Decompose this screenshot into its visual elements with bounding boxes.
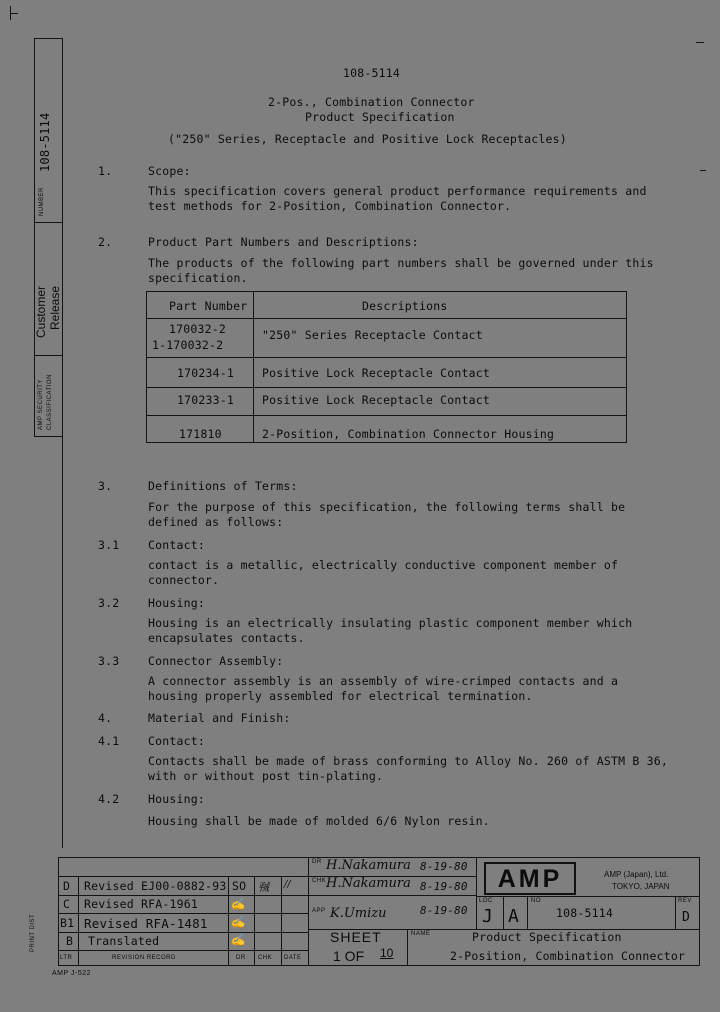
section-3-1-heading: Contact: [148, 538, 205, 552]
rev-value: D [682, 910, 691, 925]
table-cell-part: 170032-2 [169, 322, 226, 336]
margin-doc-number: 108-5114 [38, 112, 52, 172]
margin-security-1: AMP SECURITY [38, 379, 44, 430]
section-3-3-number: 3.3 [98, 654, 120, 668]
loc-a: A [508, 906, 520, 927]
table-header-part-number: Part Number [169, 299, 248, 313]
rev-text: Revised RFA-1481 [84, 916, 208, 931]
section-1-heading: Scope: [148, 164, 191, 178]
section-1-text: test methods for 2-Position, Combination Connector. [148, 199, 512, 213]
margin-security-2: CLASSIFICATION [47, 374, 53, 430]
title-line-2: Product Specification [305, 110, 455, 124]
rev-text: Translated [88, 934, 160, 948]
amp-logo-text: AMP [497, 865, 563, 893]
margin-distribution-1: Customer [34, 285, 48, 338]
section-3-1-number: 3.1 [98, 538, 120, 552]
rev-letter: B [66, 934, 74, 948]
section-4-number: 4. [98, 711, 113, 725]
signature-apr: K.Umizu [330, 906, 387, 921]
section-4-1-heading: Contact: [148, 734, 205, 748]
doc-name-line-1: Product Specification [472, 930, 622, 944]
table-cell-part: 170233-1 [177, 393, 234, 407]
no-label: NO [531, 898, 541, 904]
section-3-3-heading: Connector Assembly: [148, 654, 284, 668]
section-3-2-heading: Housing: [148, 596, 205, 610]
section-4-heading: Material and Finish: [148, 711, 291, 725]
signature-dr: H.Nakamura [326, 858, 411, 873]
section-1-number: 1. [98, 164, 113, 178]
section-2-heading: Product Part Numbers and Descriptions: [148, 235, 419, 249]
amp-logo [484, 862, 576, 895]
signature-date: 8-19-80 [420, 904, 468, 917]
print-dist-label: PRINT DIST [30, 913, 36, 952]
initials-mark: ㍻ [258, 881, 269, 894]
section-4-2-text: Housing shall be made of molded 6/6 Nylon resin. [148, 814, 490, 828]
table-cell-desc: "250" Series Receptacle Contact [262, 328, 483, 342]
section-2-number: 2. [98, 235, 113, 249]
margin-number-label: NUMBER [39, 186, 45, 216]
company-city: TOKYO, JAPAN [612, 882, 670, 891]
section-3-number: 3. [98, 479, 113, 493]
footer-date: DATE [284, 955, 302, 961]
initials-mark: ∕∕ [284, 879, 291, 890]
rev-letter: D [63, 879, 71, 893]
section-4-1-number: 4.1 [98, 734, 120, 748]
form-id: AMP J-522 [52, 970, 91, 977]
rev-letter: B1 [60, 916, 75, 930]
section-3-3-text: A connector assembly is an assembly of wire-crimped contacts and a [148, 674, 619, 688]
company-name: AMP (Japan), Ltd. [604, 870, 669, 879]
dr-label: DR [312, 859, 322, 865]
rev-text: Revised RFA-1961 [84, 897, 198, 911]
section-3-2-text: Housing is an electrically insulating plastic component member which [148, 616, 633, 630]
sheet-label: SHEET [330, 929, 382, 945]
footer-chk: CHK [258, 955, 273, 961]
section-3-text: defined as follows: [148, 515, 284, 529]
chk-label: CHK [312, 878, 327, 884]
rev-text: Revised EJ00-0882-93 [84, 879, 227, 893]
title-line-3: ("250" Series, Receptacle and Positive Lock Receptacles) [168, 132, 567, 146]
table-cell-desc: 2-Position, Combination Connector Housing [262, 427, 555, 441]
section-3-text: For the purpose of this specification, the following terms shall be [148, 500, 626, 514]
title-line-1: 2-Pos., Combination Connector [268, 95, 475, 109]
section-3-1-text: connector. [148, 573, 220, 587]
footer-dr: DR [236, 955, 246, 961]
table-cell-part: 171810 [179, 427, 222, 441]
signature-chk: H.Nakamura [326, 876, 411, 891]
initials-mark: ✍ [230, 897, 245, 911]
signature-date: 8-19-80 [420, 860, 468, 873]
section-3-heading: Definitions of Terms: [148, 479, 298, 493]
section-4-2-number: 4.2 [98, 792, 120, 806]
initials-mark: ✍ [230, 915, 245, 929]
table-header-descriptions: Descriptions [362, 299, 448, 313]
footer-record: REVISION RECORD [112, 955, 176, 961]
name-label: NAME [411, 931, 431, 937]
table-cell-desc: Positive Lock Receptacle Contact [262, 366, 490, 380]
section-3-2-number: 3.2 [98, 596, 120, 610]
table-cell-part: 1-170032-2 [152, 338, 224, 352]
table-cell-part: 170234-1 [177, 366, 234, 380]
corner-mark [10, 13, 18, 14]
sheet-of: 1 OF [333, 948, 365, 964]
section-2-text: specification. [148, 271, 248, 285]
section-3-2-text: encapsulates contacts. [148, 631, 305, 645]
sheet-total: 10 [380, 946, 394, 960]
doc-number-header: 108-5114 [343, 66, 400, 80]
section-2-text: The products of the following part numbers shall be governed under this [148, 256, 654, 270]
footer-ltr: LTR [60, 955, 73, 961]
margin-distribution-2: Release [48, 285, 62, 330]
loc-label: LOC [479, 898, 493, 904]
section-3-1-text: contact is a metallic, electrically conductive component member of [148, 558, 619, 572]
loc-j: J [482, 906, 494, 927]
section-4-2-heading: Housing: [148, 792, 205, 806]
rev-letter: C [63, 897, 71, 911]
rev-by: SO [232, 879, 247, 893]
margin-tick [700, 170, 706, 171]
initials-mark: ✍ [230, 933, 245, 947]
title-block-doc-number: 108-5114 [556, 906, 613, 920]
doc-name-line-2: 2-Position, Combination Connector [450, 949, 686, 963]
apr-label: APP [312, 908, 326, 914]
table-cell-desc: Positive Lock Receptacle Contact [262, 393, 490, 407]
rev-label: REV [678, 898, 692, 904]
section-4-1-text: Contacts shall be made of brass conforming to Alloy No. 260 of ASTM B 36, [148, 754, 669, 768]
section-3-3-text: housing properly assembled for electrical termination. [148, 689, 533, 703]
section-4-1-text: with or without post tin-plating. [148, 769, 384, 783]
signature-date: 8-19-80 [420, 880, 468, 893]
section-1-text: This specification covers general product performance requirements and [148, 184, 647, 198]
margin-tick [696, 42, 704, 43]
